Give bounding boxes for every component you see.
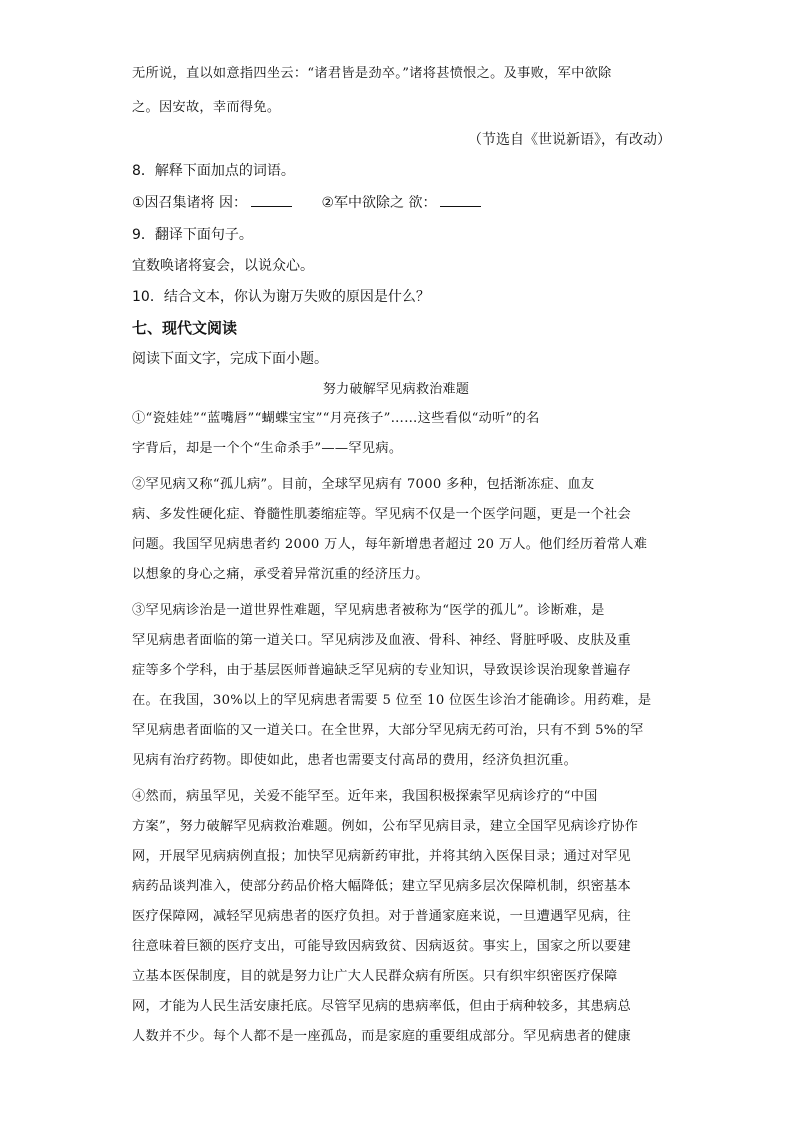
question-9: 9．翻译下面句子。 [132,227,253,243]
article-line: 病药品谈判准入，使部分药品价格大幅降低；建立罕见病多层次保障机制，织密基本 [132,879,632,894]
question-9-sentence: 宜数唤诸将宴会，以说众心。 [132,258,314,274]
question-8-item-1 [132,193,292,213]
article-line: 医疗保障网，减轻罕见病患者的医疗负担。对于普通家庭来说，一旦遭遇罕见病，往 [132,909,632,924]
article-line: 方案”，努力破解罕见病救治难题。例如，公布罕见病目录，建立全国罕见病诊疗协作 [132,819,639,834]
section-title: 七、现代文阅读 [132,319,238,337]
article-line: 往意味着巨额的医疗支出，可能导致因病致贫、因病返贫。事实上，国家之所以要建 [132,939,632,954]
article-line: 问题。我国罕见病患者约 2000 万人，每年新增患者超过 20 万人。他们经历着常人难 [132,537,648,552]
article-line: 字背后，却是一个个“生命杀手”——罕见病。 [132,441,403,456]
answer-blank[interactable] [251,193,292,207]
article-line: 网，开展罕见病病例直报；加快罕见病新药审批，并将其纳入医保目录；通过对罕见 [132,849,632,864]
article-line: 以想象的身心之痛，承受着异常沉重的经济压力。 [132,567,429,582]
question-8-item-1-label: ①因召集诸将 因： [132,195,248,211]
article-line: ③罕见病诊治是一道世界性难题，罕见病患者被称为“医学的孤儿”。诊断难，是 [132,603,605,618]
question-8-item-2 [321,193,481,213]
article-line: 人数并不少。每个人都不是一座孤岛，而是家庭的重要组成部分。罕见病患者的健康 [132,1029,632,1044]
article-title: 努力破解罕见病救治难题 [322,382,470,397]
text-source-citation: （节选自《世说新语》，有改动） [468,132,671,148]
question-10: 10．结合文本，你认为谢万失败的原因是什么？ [132,289,430,305]
article-line: 症等多个学科，由于基层医师普遍缺乏罕见病的专业知识，导致误诊误治现象普遍存 [132,663,632,678]
article-line: 网，才能为人民生活安康托底。尽管罕见病的患病率低，但由于病种较多，其患病总 [132,999,632,1014]
question-8-items [132,193,660,213]
question-8: 8．解释下面加点的词语。 [132,163,295,179]
article-line: 在。在我国，30%以上的罕见病患者需要 5 位至 10 位医生诊治才能确诊。用药难，是 [132,693,652,708]
article-line: 罕见病患者面临的又一道关口。在全世界，大部分罕见病无药可治，只有不到 5%的罕 [132,723,644,738]
classical-text-line: 之。因安故，幸而得免。 [132,100,281,115]
question-8-item-2-label: ②军中欲除之 欲： [321,195,437,211]
article-line: ①“瓷娃娃”“蓝嘴唇”“蝴蝶宝宝”“月亮孩子”……这些看似“动听”的名 [132,411,540,426]
answer-blank[interactable] [440,193,481,207]
article-line: 见病有治疗药物。即使如此，患者也需要支付高昂的费用，经济负担沉重。 [132,753,578,768]
article-line: ②罕见病又称“孤儿病”。目前，全球罕见病有 7000 多种，包括渐冻症、血友 [132,477,595,492]
article-line: 立基本医保制度，目的就是努力让广大人民群众病有所医。只有织牢织密医疗保障 [132,969,618,984]
article-line: ④然而，病虽罕见，关爱不能罕至。近年来，我国积极探索罕见病诊疗的“中国 [132,789,598,804]
article-line: 病、多发性硬化症、脊髓性肌萎缩症等。罕见病不仅是一个医学问题，更是一个社会 [132,507,632,522]
classical-text-line: 无所说，直以如意指四坐云：“诸君皆是劲卒。”诸将甚愤恨之。及事败，军中欲除 [132,66,612,81]
article-line: 罕见病患者面临的第一道关口。罕见病涉及血液、骨科、神经、肾脏呼吸、皮肤及重 [132,633,632,648]
section-instruction: 阅读下面文字，完成下面小题。 [132,351,328,367]
